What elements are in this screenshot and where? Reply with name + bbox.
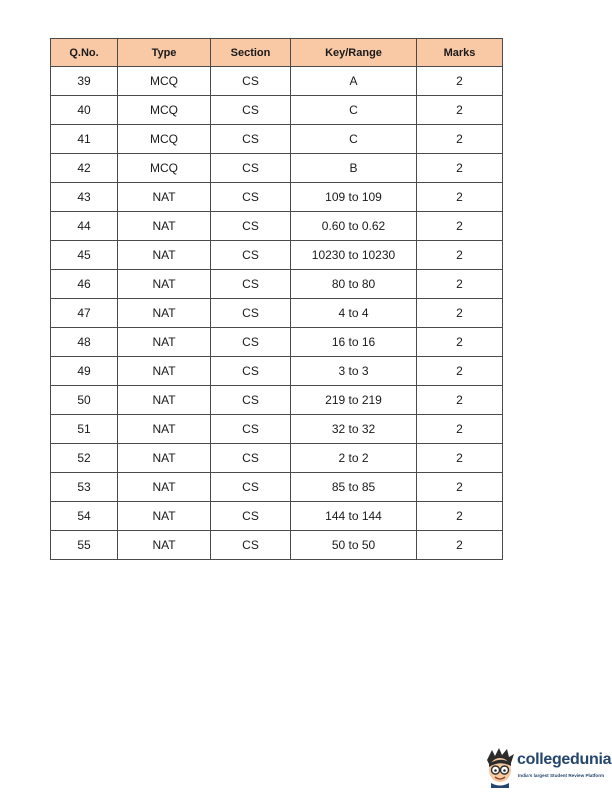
cell-marks: 2 xyxy=(417,328,503,357)
table-row xyxy=(51,270,503,299)
cell-type: NAT xyxy=(118,212,211,241)
table-row xyxy=(51,299,503,328)
cell-key-range: 32 to 32 xyxy=(291,415,417,444)
cell-marks: 2 xyxy=(417,154,503,183)
cell-type: NAT xyxy=(118,473,211,502)
cell-type: NAT xyxy=(118,328,211,357)
cell-section: CS xyxy=(211,299,291,328)
cell-type: MCQ xyxy=(118,96,211,125)
header-qno: Q.No. xyxy=(51,39,118,67)
collegedunia-logo xyxy=(483,744,612,788)
cell-marks: 2 xyxy=(417,299,503,328)
cell-marks: 2 xyxy=(417,444,503,473)
table-row xyxy=(51,96,503,125)
cell-section: CS xyxy=(211,473,291,502)
cell-marks: 2 xyxy=(417,67,503,96)
cell-key-range: 0.60 to 0.62 xyxy=(291,212,417,241)
cell-section: CS xyxy=(211,154,291,183)
table-row xyxy=(51,415,503,444)
cell-section: CS xyxy=(211,386,291,415)
table-row xyxy=(51,531,503,560)
cell-section: CS xyxy=(211,502,291,531)
cell-qno: 40 xyxy=(51,96,118,125)
cell-marks: 2 xyxy=(417,502,503,531)
cell-marks: 2 xyxy=(417,386,503,415)
cell-key-range: B xyxy=(291,154,417,183)
cell-type: MCQ xyxy=(118,154,211,183)
cell-key-range: A xyxy=(291,67,417,96)
logo-name: collegedunia xyxy=(517,751,612,768)
cell-key-range: 4 to 4 xyxy=(291,299,417,328)
table-header-row xyxy=(51,39,503,67)
cell-marks: 2 xyxy=(417,357,503,386)
cell-type: NAT xyxy=(118,415,211,444)
table-row xyxy=(51,444,503,473)
cell-qno: 44 xyxy=(51,212,118,241)
table-row xyxy=(51,212,503,241)
cell-type: NAT xyxy=(118,183,211,212)
header-type: Type xyxy=(118,39,211,67)
cell-marks: 2 xyxy=(417,473,503,502)
cell-key-range: C xyxy=(291,125,417,154)
cell-type: NAT xyxy=(118,531,211,560)
cell-qno: 45 xyxy=(51,241,118,270)
table-body xyxy=(51,67,503,560)
cell-marks: 2 xyxy=(417,125,503,154)
cell-qno: 49 xyxy=(51,357,118,386)
cell-key-range: 3 to 3 xyxy=(291,357,417,386)
cell-type: NAT xyxy=(118,386,211,415)
cell-key-range: 144 to 144 xyxy=(291,502,417,531)
cell-section: CS xyxy=(211,125,291,154)
cell-section: CS xyxy=(211,357,291,386)
cell-qno: 52 xyxy=(51,444,118,473)
cell-qno: 55 xyxy=(51,531,118,560)
cell-key-range: 2 to 2 xyxy=(291,444,417,473)
header-key-range: Key/Range xyxy=(291,39,417,67)
student-mascot-icon xyxy=(483,744,517,788)
cell-key-range: 10230 to 10230 xyxy=(291,241,417,270)
cell-section: CS xyxy=(211,241,291,270)
table-row xyxy=(51,386,503,415)
cell-key-range: C xyxy=(291,96,417,125)
header-section: Section xyxy=(211,39,291,67)
cell-qno: 51 xyxy=(51,415,118,444)
cell-qno: 53 xyxy=(51,473,118,502)
cell-marks: 2 xyxy=(417,212,503,241)
cell-marks: 2 xyxy=(417,96,503,125)
table-row xyxy=(51,241,503,270)
cell-qno: 46 xyxy=(51,270,118,299)
table-row xyxy=(51,154,503,183)
cell-section: CS xyxy=(211,415,291,444)
table-row xyxy=(51,67,503,96)
cell-key-range: 50 to 50 xyxy=(291,531,417,560)
cell-type: MCQ xyxy=(118,125,211,154)
cell-section: CS xyxy=(211,183,291,212)
cell-section: CS xyxy=(211,270,291,299)
cell-qno: 39 xyxy=(51,67,118,96)
table-row xyxy=(51,357,503,386)
cell-type: MCQ xyxy=(118,67,211,96)
cell-qno: 48 xyxy=(51,328,118,357)
cell-section: CS xyxy=(211,96,291,125)
cell-type: NAT xyxy=(118,502,211,531)
cell-key-range: 80 to 80 xyxy=(291,270,417,299)
cell-type: NAT xyxy=(118,299,211,328)
cell-section: CS xyxy=(211,444,291,473)
header-marks: Marks xyxy=(417,39,503,67)
logo-tagline: India's largest Student Review Platform xyxy=(518,773,605,778)
cell-marks: 2 xyxy=(417,531,503,560)
cell-marks: 2 xyxy=(417,183,503,212)
cell-marks: 2 xyxy=(417,241,503,270)
cell-key-range: 85 to 85 xyxy=(291,473,417,502)
cell-section: CS xyxy=(211,212,291,241)
table-row xyxy=(51,183,503,212)
cell-qno: 47 xyxy=(51,299,118,328)
answer-key-table xyxy=(50,38,503,560)
cell-qno: 50 xyxy=(51,386,118,415)
cell-type: NAT xyxy=(118,241,211,270)
cell-type: NAT xyxy=(118,444,211,473)
cell-key-range: 16 to 16 xyxy=(291,328,417,357)
table-row xyxy=(51,473,503,502)
cell-qno: 54 xyxy=(51,502,118,531)
cell-marks: 2 xyxy=(417,415,503,444)
cell-key-range: 109 to 109 xyxy=(291,183,417,212)
cell-type: NAT xyxy=(118,357,211,386)
cell-key-range: 219 to 219 xyxy=(291,386,417,415)
table-row xyxy=(51,125,503,154)
cell-qno: 43 xyxy=(51,183,118,212)
table-row xyxy=(51,502,503,531)
cell-section: CS xyxy=(211,531,291,560)
table-row xyxy=(51,328,503,357)
cell-qno: 41 xyxy=(51,125,118,154)
cell-marks: 2 xyxy=(417,270,503,299)
cell-type: NAT xyxy=(118,270,211,299)
cell-section: CS xyxy=(211,67,291,96)
cell-qno: 42 xyxy=(51,154,118,183)
cell-section: CS xyxy=(211,328,291,357)
